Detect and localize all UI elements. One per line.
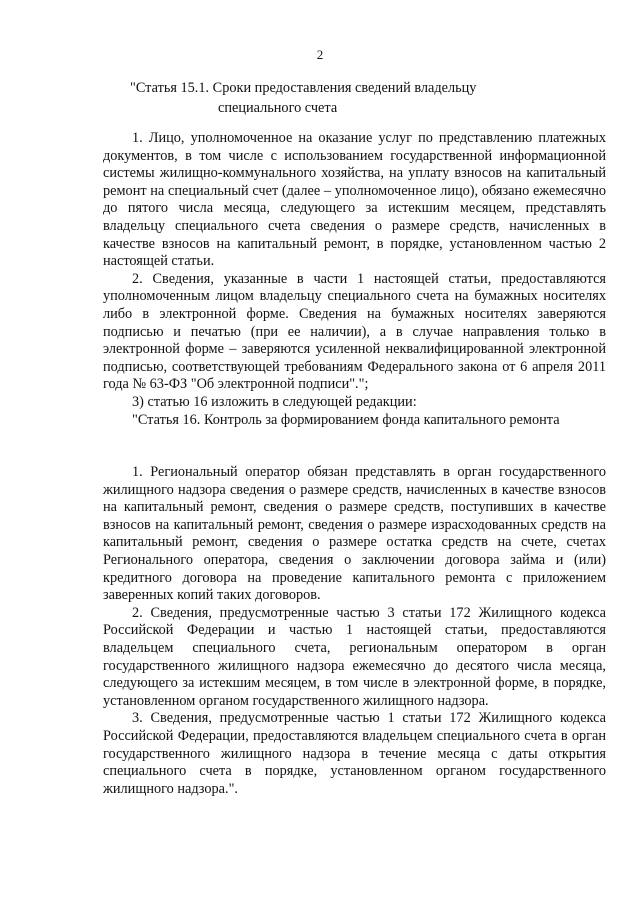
article-15-1-title-line2: специального счета bbox=[218, 100, 338, 116]
amendment-item-3: 3) статью 16 изложить в следующей редакции: bbox=[132, 393, 417, 410]
article-16-paragraph-1: 1. Региональный оператор обязан представлять в орган государственного жилищного надзора сведения о размере средств, начисленных в качестве взносов на капитальный ремонт, сведения о размере средств, поступивших в качестве взносов на капитальный ремонт, сведения о размере израсходованных средств на капитальный ремонт, сведения о размере остатка средств на счете, счетах Регионального оператора, сведения о заключении договора займа и (или) кредитного договора на проведение капитального ремонта с приложением заверенных копий таких договоров. bbox=[103, 464, 606, 604]
page-number: 2 bbox=[316, 47, 324, 62]
article-15-1-body bbox=[103, 130, 606, 429]
article-15-1-paragraph-2: 2. Сведения, указанные в части 1 настоящей статьи, предоставляются уполномоченным лицом владельцу специального счета на бумажных носителях либо в электронной форме. Сведения на бумажных носителях заверяются подписью и печатью (при ее наличии), а в случае направления только в электронной форме – заверяются усиленной неквалифицированной электронной подписью, соответствующей требованиям Федерального закона от 6 апреля 2011 года № 63-ФЗ "Об электронной подписи"."; bbox=[103, 270, 606, 393]
article-15-1-title-line1: "Статья 15.1. Сроки предоставления сведений владельцу bbox=[130, 80, 477, 96]
article-16-body bbox=[103, 464, 606, 798]
article-16-paragraph-3: 3. Сведения, предусмотренные частью 1 статьи 172 Жилищного кодекса Российской Федерации, предоставляются владельцем специального счета в орган государственного жилищного надзора в течение месяца с даты открытия специального счета в порядке, установленном органом государственного жилищного надзора.". bbox=[103, 710, 606, 797]
article-16-paragraph-2: 2. Сведения, предусмотренные частью 3 статьи 172 Жилищного кодекса Российской Федерации и частью 1 настоящей статьи, предоставляются владельцем специального счета, региональным оператором в орган государственного жилищного надзора ежемесячно до десятого числа месяца, следующего за истекшим месяцем, в том числе в электронной форме, в порядке, установленном органом государственного жилищного надзора. bbox=[103, 604, 606, 709]
article-15-1-title bbox=[130, 78, 550, 118]
article-15-1-paragraph-1: 1. Лицо, уполномоченное на оказание услуг по представлению платежных документов, в том числе с использованием государственной информационной системы жилищно-коммунального хозяйства, на уплату взносов на капитальный ремонт на специальный счет (далее – уполномоченное лицо), обязано ежемесячно до пятого числа месяца, следующего за истекшим месяцем, представлять владельцу специального счета сведения о размере средств, начисленных в качестве взносов на капитальный ремонт, в порядке, установленном частью 2 настоящей статьи. bbox=[103, 130, 606, 270]
article-16-title: "Статья 16. Контроль за формированием фонда капитального ремонта bbox=[132, 411, 560, 428]
